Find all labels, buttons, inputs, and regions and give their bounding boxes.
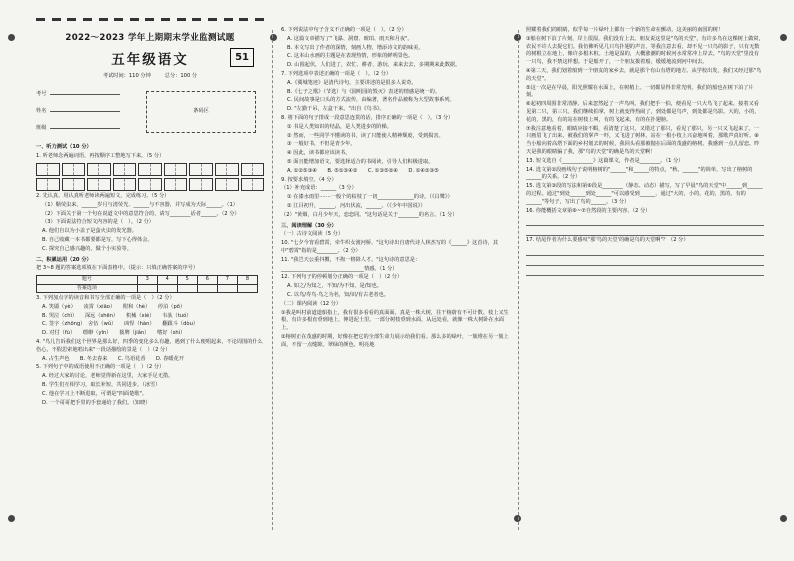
- passage-paragraph: ①我是叫村前道道船指上，我有很多看看的真面面，真是一株大树，往干榕蔚有不可计数。枝上又生根，有许多根直垂到地上，伸进泥土里。一部分树枝垂到水面，从远处看，就像一株大树卧在水面上。: [281, 309, 509, 332]
- option: A. 笑靥（yè） 凌霄（xiāo） 附和（hè） 停泊（pō）: [42, 303, 186, 310]
- table-cell: 8: [237, 276, 257, 285]
- answer-cell[interactable]: [217, 284, 237, 293]
- answer-cell[interactable]: [197, 284, 217, 293]
- exam-meta: [36, 73, 264, 81]
- subject-title: 五年级语文: [111, 51, 189, 68]
- part-heading: （二）课内阅读（12 分）: [281, 300, 342, 307]
- student-name-label: 姓名: [36, 107, 47, 114]
- answer-lines[interactable]: [526, 216, 764, 236]
- passage-paragraph: ⑥起初四周围非常清静。后来忽然起了一声鸟叫。我们把手一拍，便看见一只大鸟飞了起来，接着又看见第二只，第三只。我们继续拍掌，树上就变得热闹了，到处都是鸟声，到处都是鸟影。大的，小的，花的，黑的，有的站在树枝上叫，有的飞起来，有的在扑翅膀。: [526, 101, 760, 123]
- question-13: 13. 短文选自《____________》这篇课文，作者是________。（1 分）: [526, 157, 684, 164]
- barcode-area: [146, 91, 256, 133]
- passage-paragraph: ④第二天，我们划着船到一个朋友的家乡去，就是那个有山有塔的地方。从学校出发，我们又经过那"鸟的天堂"。: [526, 67, 762, 82]
- section-heading: 一、听力测试（10 分）: [36, 144, 92, 151]
- answer-cell[interactable]: [137, 284, 157, 293]
- student-number-label: 考号: [36, 90, 47, 97]
- column-2: [281, 26, 510, 350]
- table-cell: 3: [137, 276, 157, 285]
- section-heading: 三、阅读理解（30 分）: [281, 222, 337, 229]
- passage-paragraph: ⑦我注意地看着，眼睛应接不暇，看清楚了这只，又错过了那只，看见了那只，另一只又飞起来了。一只画眉飞了出来，被我们的掌声一吓，又飞进了树林，站在一根小枝上兴奋地叫着，那歌声真好听。⑧当小船向着高塔下面的乡村划去的时候，我回头看那被抛在后面的茂盛的榕树。我感到一点儿留恋。昨天是我的眼睛骗了我，那"鸟的天堂"的确是鸟的天堂啊！: [526, 125, 760, 155]
- binding-hole-icon: [780, 34, 787, 41]
- option: A. 他们自以为小盖子是萤火虫的发光器。: [42, 228, 137, 235]
- list-item: ⑤ 面且能增加语文，要选择适合的书阅读，引导人们积极进取。: [287, 158, 434, 165]
- exam-title: 2022～2023 学年上期期末学业监测试题: [65, 33, 235, 43]
- option: D. 对付（fù） 缥缈（yīn） 拨牌（jiǎn） 嗜好（shì）: [42, 330, 186, 337]
- writing-grid[interactable]: [36, 163, 264, 176]
- answer-table: [36, 275, 258, 293]
- option: D. 一个哥哥把手里的手套递给了我们。（知晓）: [42, 399, 151, 406]
- option: C. 以鸟/寿鸟·鸟之为名，知/识/有古老者也。: [287, 291, 389, 298]
- answer-lines[interactable]: [526, 246, 764, 276]
- column-1: [36, 20, 264, 408]
- question-15: 15. 选文第③段的写法和第⑥段是________（静态、动态）描写，写了早晨"鸟的天堂"中______到______的过程。通过"到处______到处______"可以感受到______，通过"大的，小的，花的，黑的，有的______"等句子，写出了鸟的______。（3 分）: [526, 183, 763, 205]
- section-heading: 二、积累运用（20 分）: [36, 256, 92, 263]
- paper-code: 51: [230, 48, 254, 67]
- student-class-row: [36, 125, 146, 133]
- option: C. 探究自己感兴趣的，做个小实验等。: [42, 245, 132, 252]
- subject-row: [36, 50, 264, 70]
- student-info: [36, 91, 264, 141]
- option: D. "左勤干吊，左盒干来。"出自《鸟书》。: [287, 106, 385, 113]
- question-16: 16. 你能概括文章第⑥~⑦自然段的主要内容。（2 分）: [526, 207, 651, 214]
- part-heading: （一）古诗文阅读（5 分）: [281, 231, 344, 238]
- column-divider: [272, 30, 273, 530]
- question-2-1: （1）顺荧虫来、______岁月与清荧光、______与不容器，并写成为天际______。（1）: [42, 201, 238, 208]
- question-4: 4. "鸟儿告诉我们这个世界是那么好，四季的变化多么有趣，遇到了什么便唱起来，不论周围的什么伤心，不假思索地唱出来"一段话描绘的景是（ ）（2 分）: [36, 339, 263, 353]
- option: C. 民间故事是口头的方式流传，由编著，著名作品被称为大型故事系列。: [287, 97, 455, 104]
- question-14: 14. 选文第②段画线句子说明榕树的"______"和______的特点，"秋、______"的简单，写出了榕树的______的关系。（2 分）: [526, 166, 753, 181]
- option: C. 他在学习上不断进取，可谓是"四面楚歌"。: [42, 390, 148, 397]
- exam-time: 考试时间：110 分钟: [102, 73, 151, 80]
- answer-cell[interactable]: [157, 284, 177, 293]
- table-cell: 题号: [37, 276, 138, 285]
- list-item: ③ 一般好书，不但是青少年。: [287, 141, 356, 148]
- question-10: 10. "七夕今宵看碧霄，牵牛织女渡河桥。"这句诗出自唐代诗人林杰写的《______》这首诗，其中"碧霄"指的是________。（2 分）: [281, 240, 498, 254]
- question-7: 7. 下列选项中表述正确的一项是（ ）。（2 分）: [281, 70, 392, 77]
- column-divider: [518, 30, 519, 530]
- table-cell: 答案选项: [37, 284, 138, 293]
- question-3: 3. 下列加点字的读音和书写全部正确的一项是（ ）（2 分）: [36, 295, 175, 302]
- barcode-label: 条码区: [193, 108, 209, 115]
- question-1: 1. 听老师念两遍词语，再按顺序工整地写下来。（5 分）: [36, 153, 165, 160]
- table-cell: 6: [197, 276, 217, 285]
- option: A. ①②⑤③④ B. ⑤①③④② C. ①③⑤②④ D. ①④②③⑤: [287, 167, 439, 174]
- passage-paragraph: ②榕树正在茂盛的时期，好像在把它的全部生命力展示给我们看。那么多的绿叶，一簇堆在另一簇上面，不留一点缝隙。翠绿的颜色，明亮地: [281, 333, 509, 348]
- table-cell: 7: [217, 276, 237, 285]
- question-17: 17. 结尾作者为什么要感叹"那'鸟的天堂'的确是鸟的天堂啊"？（2 分）: [526, 237, 689, 244]
- option: A. 占生声色 B. 冬去春来 C. 鸟语花香 D. 春暖花开: [42, 355, 184, 362]
- option: B. 学生们互相学习，取长补短，共同进步。（冰雪）: [42, 382, 161, 389]
- question-9-2: （2）"黄烟，白月少年天，恋恋同。"这句话是关于________的名言。（1 分）: [281, 211, 458, 218]
- student-name-row: [36, 108, 146, 116]
- option: A.《冀城笔迹》是清代诗句，主要讲述的是很多人说奇。: [287, 79, 417, 86]
- question-2-2: （2）下面关于第一个句在说道文中的意思符合的，请写________话者______。（2 分）: [42, 210, 240, 217]
- list-item: ① 书是人类知识的结晶，是人类进步的阶梯。: [287, 123, 392, 130]
- exam-score: 总分：100 分: [164, 73, 198, 80]
- fill-blank: ② 江目初升，______，河出伏流，______。（《少年中国说》）: [287, 202, 426, 209]
- option: A. 这篇文章描写了"飞瀑、洞窟、琥珀、雨天和月夜"。: [287, 35, 413, 42]
- option: A. 经过大家的讨论，老师觉得新在这里，大家手足无措。: [42, 373, 174, 380]
- question-5: 5. 下列句子中的成语使用不正确的一项是（ ）（2 分）: [36, 364, 165, 371]
- passage-paragraph: ⑤这一次是在早晨，阳光照耀在水面上，在树梢上。一切都显得非常光明。我们的船也在树下泊了片刻。: [526, 84, 754, 99]
- question-11: 11. "我岂天公重抖擞，不拘一格降人才。"这句诗的意思是：: [281, 256, 421, 263]
- option: B.《七子之歌》（节选）与《圆明园的毁灭》表述的情感是统一的。: [287, 88, 441, 95]
- table-cell: 5: [177, 276, 197, 285]
- option: C. 签字（zhōng） 舍伍（wǔ） 凶悍（hàn） 翻跟斗（dòu）: [42, 321, 199, 328]
- column-3: [526, 26, 764, 276]
- binding-hole-icon: [8, 515, 15, 522]
- writing-grid[interactable]: [36, 178, 264, 191]
- table-row: [37, 276, 258, 285]
- passage-paragraph: ③船在树下泊了片刻，岸上很湿，我们没有上去。朋友说这里是"鸟的天堂"，有许多鸟在这棵树上做窝，农民不许人去捉它们。我仿佛听见几只鸟扑翅的声音，等我注意去看，却不见一只鸟的影子，只有无数的树根立在地上，像许多根木桩。土地是湿的，大概涨潮的时候河水常常冲上岸去。"鸟的天堂"里没有一只鸟，我不禁这样想。于是船开了，一个朋友拨着船，缓缓地流到河中间去。: [526, 35, 764, 66]
- option: D. 山围起伏，人们进了，农忙、耕者、游玩、来来去去，多期期来此数据。: [287, 62, 461, 69]
- table-row: [37, 284, 258, 293]
- student-class-field[interactable]: [50, 128, 120, 129]
- option: B. 本文写出了作者的深情，刻画人物，增添诗文的韵味美。: [287, 44, 424, 51]
- answer-cell[interactable]: [177, 284, 197, 293]
- option: B. 哭泣（chì） 深远（shēn） 机械（xiè） 韦驮（tuó）: [42, 312, 192, 319]
- answer-cell[interactable]: [237, 284, 257, 293]
- question-8: 8. 将下面的句子排成一段意思连贯的话，排序正确的一项是（ ）。（3 分）: [281, 114, 454, 121]
- question-9-1: （1）补充成语：______（3 分）: [281, 185, 357, 192]
- table-cell: 4: [157, 276, 177, 285]
- question-12: 12. 下列句子的停顿划分正确的一项是（ ）（2 分）: [281, 274, 403, 281]
- fill-blank: ① 在漆水雨里·······一般个的枯枝了一切______________的诗。（《白鹭》）: [287, 194, 453, 201]
- list-item: ④ 因此，读书都应该读书。: [287, 150, 351, 157]
- student-class-label: 班级: [36, 124, 47, 131]
- question-2: 2. 先认真、用认真听老师读两遍短文，完成练习。（5 分）: [36, 192, 170, 199]
- student-name-field[interactable]: [50, 111, 120, 112]
- student-fields: [36, 91, 146, 141]
- student-number-field[interactable]: [50, 94, 120, 95]
- question-2-3: （3）下面说法符合短文内容的是（ ）。（2 分）: [42, 219, 154, 226]
- question-6: 6. 下列说法中句子含义不正确的一项是（ ）。（2 分）: [281, 27, 407, 33]
- passage-paragraph: 照耀着我们的眼睛，似乎每一片绿叶上都有一个新的生命在颤动，这美丽的南国的树！: [526, 27, 724, 33]
- option: C. 这本山水画的主题是在表现热情，形象的鲜明景色。: [287, 53, 414, 60]
- binding-hole-icon: [780, 515, 787, 522]
- list-item: ② 然而，一些同学不懂读的书，读了只能使人精神颓废，受到损害。: [287, 132, 444, 139]
- student-number-row: [36, 91, 146, 99]
- option: A. 如之/为知之，不知/为不知，是/知也。: [287, 283, 382, 290]
- question-9: 9. 按要求填空。（4 分）: [281, 176, 337, 183]
- question-11-b: ________________________________情感。（1 分）: [281, 265, 398, 272]
- option: B. 自己收藏一本书都要都是写，写下心得体会。: [42, 236, 153, 243]
- section-note: 把 3~8 题的答案选项填在下面表格中。（提示：只填正确答案的序号）: [36, 265, 199, 272]
- binding-hole-icon: [8, 34, 15, 41]
